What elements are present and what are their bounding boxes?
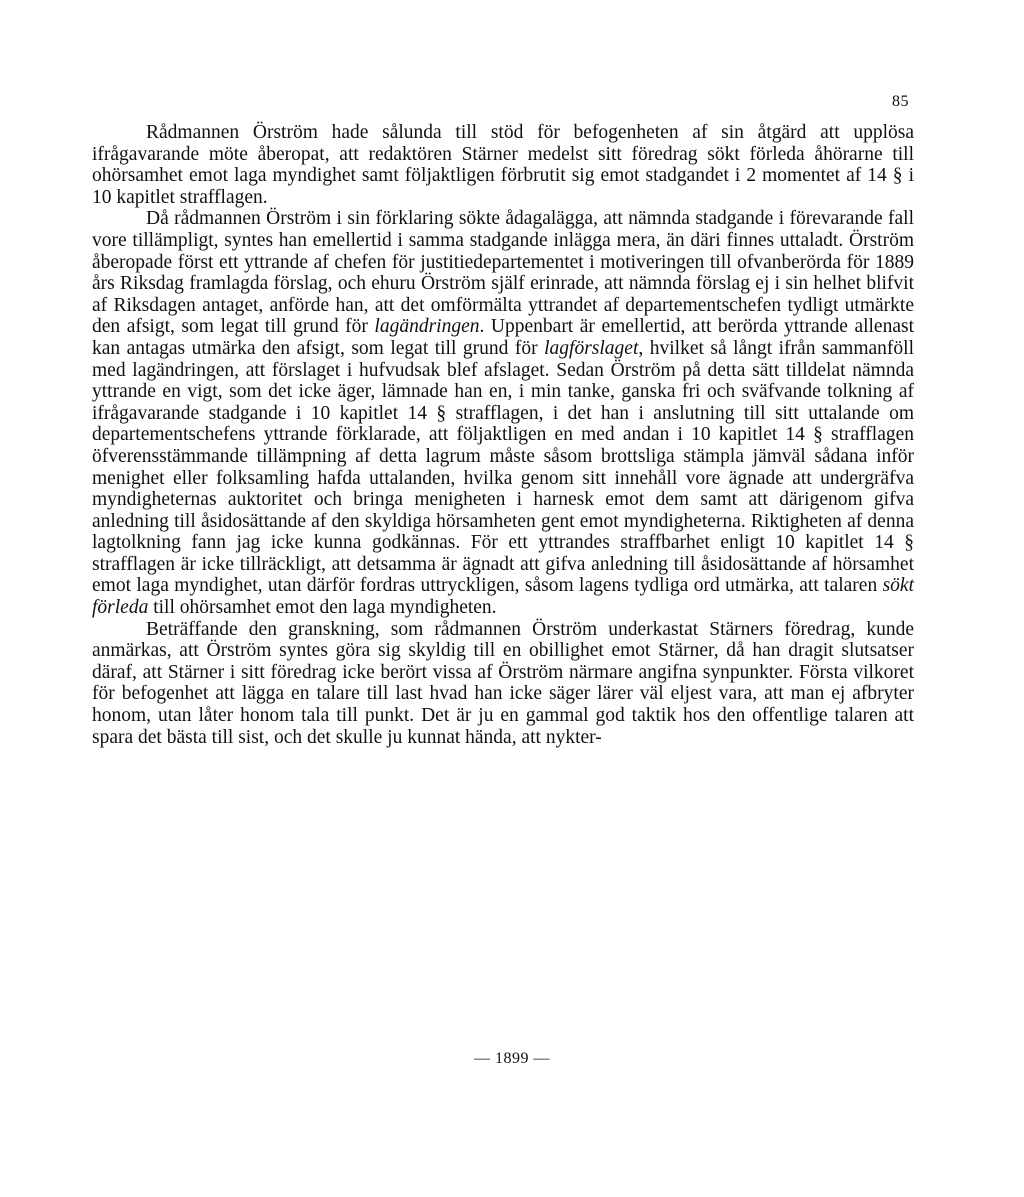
text-run: , hvilket så långt ifrån sammanföll med lagändringen, att förslaget i hufvudsak blef afslaget. Sedan Örström på detta sätt tilldelat nämnda yttrande en vigt, som det icke äger, lämnade han en, i min tanke, ganska fri och sväfvande tolkning af ifrågavarande stadgande i 10 kapitlet 14 § strafflagen, i det han i anslutning till sitt uttalande om departementschefens yttrande förklarade, att följaktligen en med andan i 10 kapitlet 14 § strafflagen öfverensstämmande tillämpning af detta lagrum måste såsom brottsliga stämpla jämväl sådana inför menighet eller folksamling hafda uttalanden, hvilka genom sitt innehåll vore ägnade att undergräfva myndigheternas auktoritet och bringa menigheten i harnesk emot dem samt att därigenom gifva anledning till åsidosättande af den skyldiga hörsamheten gent emot myndigheterna. Riktigheten af denna lagtolkning fann jag icke kunna godkännas. För ett yttrandes straffbarhet enligt 10 kapitlet 14 § strafflagen är icke tillräckligt, att detsamma är ägnadt att gifva anledning till åsidosättande af hörsamhet emot laga myndighet, utan därför fordras uttryckligen, såsom lagens tydliga ord utmärka, att talaren [92,337,915,597]
footer-year: — 1899 — [474,1050,550,1067]
text-run: Beträffande den granskning, som rådmannen Örström underkastat Stärners föredrag, kunde anmärkas, att Örström syntes göra sig skyldig till en obillighet emot Stärner, då han dragit slutsatser däraf, att Stärner i sitt föredrag icke berört vissa af Örström närmare angifna synpunkter. Första vilkoret för befogenhet att lägga en talare till last hvad han icke säger lärer väl eljest vara, att man ej afbryter honom, utan låter honom tala till punkt. Det är ju en gammal god taktik hos den offentlige talaren att spara det bästa till sist, och det skulle ju kunnat hända, att nykter- [92,618,914,748]
emphasized-text: lagförslaget [544,337,639,359]
emphasized-text: sökt förleda [92,575,914,619]
text-run: till ohörsamhet emot den laga myndigheten. [148,597,497,619]
text-run: Rådmannen Örström hade sålunda till stöd för befogenheten af sin åtgärd att upplösa ifrågavarande möte åberopat, att redaktören Stärner medelst sitt föredrag sökt förleda åhörarne till ohörsamhet emot laga myndighet samt följaktligen förbrutit sig emot stadgandet i 2 momentet af 14 § i 10 kapitlet strafflagen. [92,122,914,208]
paragraph [92,208,914,618]
page-number: 85 [892,93,909,110]
body-text [92,122,914,748]
emphasized-text: lagändringen [374,316,480,338]
paragraph [92,122,914,208]
text-run: Då rådmannen Örström i sin förklaring sökte ådagalägga, att nämnda stadgande i förevarande fall vore tillämpligt, syntes han emellertid i samma stadgande inlägga mera, än däri finnes uttaladt. Örström åberopade först ett yttrande af chefen för justitiedepartementet i motiveringen till ofvanberörda för 1889 års Riksdag framlagda förslag, och ehuru Örström själf erinrade, att nämnda förslag ej i sin helhet blifvit af Riksdagen antaget, anförde han, att det omförmälta yttrandet af departementschefen tydligt utmärkte den afsigt, som legat till grund för [92,208,914,338]
text-run: . Uppenbart är emellertid, att berörda yttrande allenast kan antagas utmärka den afsigt, som legat till grund för [92,316,914,359]
paragraph [92,619,914,749]
